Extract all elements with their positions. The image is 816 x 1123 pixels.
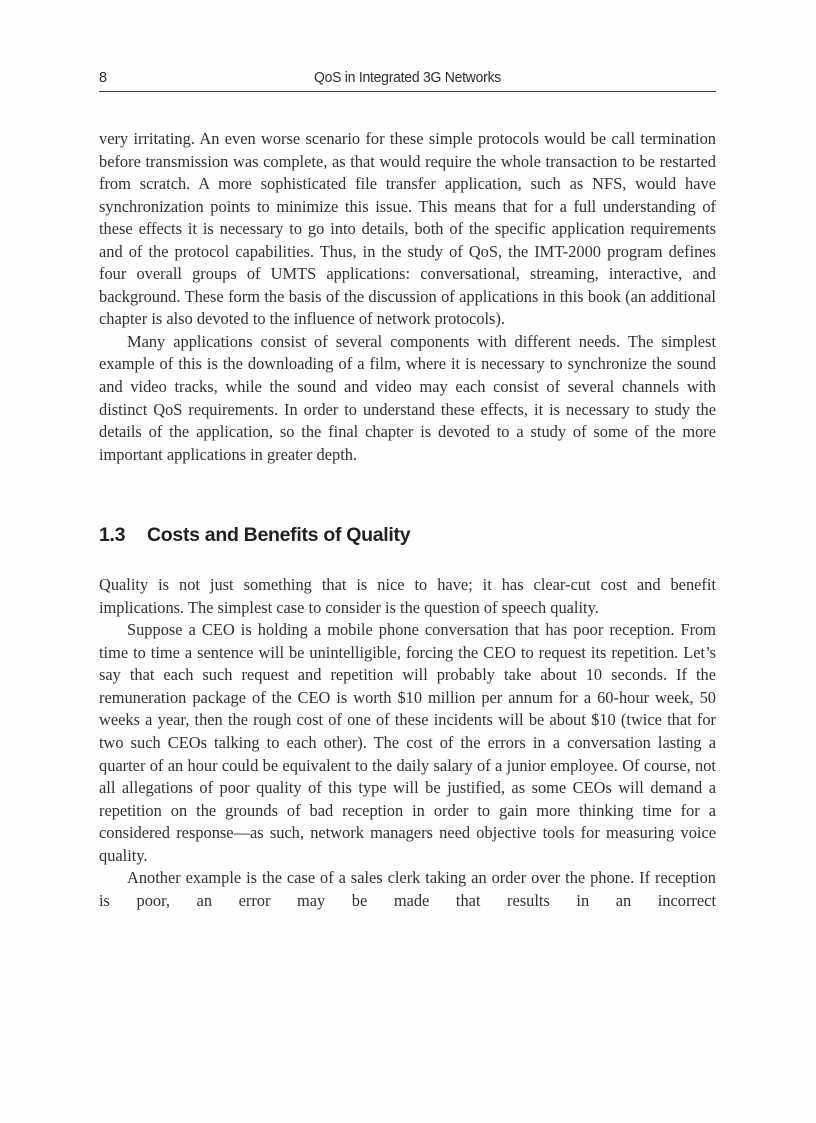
section-title: Costs and Benefits of Quality xyxy=(147,524,411,547)
paragraph-continuation: very irritating. An even worse scenario for these simple protocols would be call termination before transmission was complete, as that would require the whole transaction to be restarted from scratch. A more sophisticated file transfer application, such as NFS, would have synchronization points to minimize this issue. This means that for a full understanding of these effects it is necessary to go into details, both of the specific application requirements and of the protocol capabilities. Thus, in the study of QoS, the IMT-2000 program defines four overall groups of UMTS applications: conversational, streaming, interactive, and background. These form the basis of the discussion of applications in this book (an additional chapter is also devoted to the influence of network protocols). xyxy=(99,129,716,329)
page-number: 8 xyxy=(99,70,107,86)
section-heading xyxy=(99,523,716,547)
text-column xyxy=(99,128,716,935)
heading-space-below xyxy=(99,547,716,574)
running-head-title: QoS in Integrated 3G Networks xyxy=(313,69,502,86)
running-head xyxy=(99,68,716,92)
paragraph-sales-clerk-text: Another example is the case of a sales clerk taking an order over the phone. If reception is poor, an error may be made that results in an incorrect xyxy=(99,868,716,910)
section-number: 1.3 xyxy=(99,524,126,547)
paragraph-many-applications: Many applications consist of several components with different needs. The simplest example of this is the downloading of a film, where it is necessary to synchronize the sound and video tracks, while the sound and video may each consist of several channels with distinct QoS requirements. In order to understand these effects, it is necessary to study the details of the application, so the final chapter is devoted to a study of some of the more important applications in greater depth. xyxy=(99,331,716,464)
heading-space-above xyxy=(99,466,716,523)
paragraph-sales-clerk xyxy=(99,867,716,935)
paragraph-ceo-example: Suppose a CEO is holding a mobile phone conversation that has poor reception. From time to time a sentence will be unintelligible, forcing the CEO to request its repetition. Let’s say that each such request and repetition will probably take about 10 seconds. If the remuneration package of the CEO is worth $10 million per annum for a 60-hour week, 50 weeks a year, then the rough cost of one of these incidents will be about $10 (twice that for two such CEOs talking to each other). The cost of the errors in a conversation lasting a quarter of an hour could be equivalent to the daily salary of a junior employee. Of course, not all allegations of poor quality of this type will be justified, as some CEOs will demand a repetition on the grounds of bad reception in order to gain more thinking time for a considered response—as such, network managers need objective tools for measuring voice quality. xyxy=(99,620,716,865)
paragraph-quality-intro: Quality is not just something that is nice to have; it has clear-cut cost and benefit implications. The simplest case to consider is the question of speech quality. xyxy=(99,575,716,617)
header-rule xyxy=(99,91,716,92)
